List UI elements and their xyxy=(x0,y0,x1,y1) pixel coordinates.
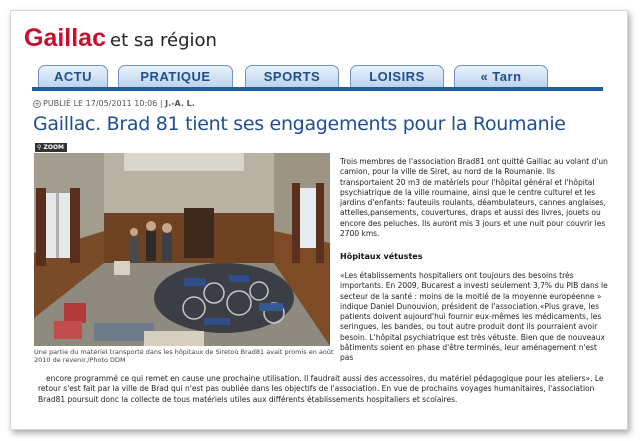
article-headline: Gaillac. Brad 81 tient ses engagements pour la Roumanie xyxy=(33,113,566,135)
plus-circle-icon[interactable]: + xyxy=(34,99,40,108)
article-paragraph: Trois membres de l'association Brad81 ont quitté Gaillac au volant d'un camion, pour la ville de Siret, au nord de la Roumanie. Ils transportaient 20 m3 de matériels pour l'hôpital général et l'hôpital psychiatrique de la ville roumaine, ainsi que le centre culturel et les jardins d'enfants: fauteuils roulants, déambulateurs, cannes anglaises, attelles,pansements, couvertures, draps et aussi des livres, jouets ou encore des peluches. Ils auront mis 3 jours et une nuit pour couvrir les 2700 kms. xyxy=(340,157,608,239)
article-photo[interactable] xyxy=(34,153,330,346)
tab-tarn[interactable]: « Tarn xyxy=(454,65,548,87)
publish-date: PUBLIÉ LE 17/05/2011 10:06 xyxy=(43,99,158,108)
author-name: J.-A. L. xyxy=(165,99,195,108)
photo-caption: Une partie du matériel transporté dans les hôpitaux de Siretoù Brad81 avait promis en août 2010 de revenir./Photo DDM xyxy=(34,348,334,364)
zoom-button[interactable] xyxy=(35,143,67,152)
publication-info xyxy=(33,99,195,108)
tab-sports[interactable]: SPORTS xyxy=(245,65,339,87)
zoom-label: ZOOM xyxy=(43,144,65,151)
article-paragraph: «Les établissements hospitaliers ont toujours des besoins très importants. En 2009, Bucarest a investi seulement 3,7% du PIB dans le secteur de la santé : moins de la moitié de la moyenne européenne » indique Daniel Dunouvion, président de l'association.«Plus grave, les patients doivent aujourd'hui fournir eux-mêmes les médicaments, les seringues, les bandes, ou tout autre produit dont ils pourraient avoir besoin. L'hôpital psychiatrique est très vétuste. Bien que de nouveaux bâtiments soient en phase d'être terminés, leur aménagement n'est pas xyxy=(340,271,608,363)
article-paragraph-continued: encore programmé ce qui remet en cause une prochaine utilisation. Il faudrait aussi des accessoires, du matériel pédagogique pour les ateliers». Le retour s'est fait par la ville de Brad qui n'est pas oubliée dans les objectifs de l'association. En vue de prochains voyages humanitaires, l'association Brad81 poursuit donc la collecte de tous matériels utiles aux différents établissements hospitaliers et scolaires. xyxy=(38,374,604,404)
site-subtitle: et sa région xyxy=(110,30,217,51)
photo-illustration xyxy=(34,153,330,346)
tab-actu[interactable]: ACTU xyxy=(38,65,108,87)
brand-name[interactable]: Gaillac xyxy=(24,24,106,52)
nav-divider xyxy=(32,87,603,91)
tab-pratique[interactable]: PRATIQUE xyxy=(118,65,233,87)
article-subheading: Hôpitaux vétustes xyxy=(340,252,423,261)
site-title[interactable] xyxy=(24,24,217,53)
tab-loisirs[interactable]: LOISIRS xyxy=(350,65,444,87)
magnifier-icon: ⚲ xyxy=(37,144,42,151)
meta-separator: | xyxy=(159,99,163,108)
